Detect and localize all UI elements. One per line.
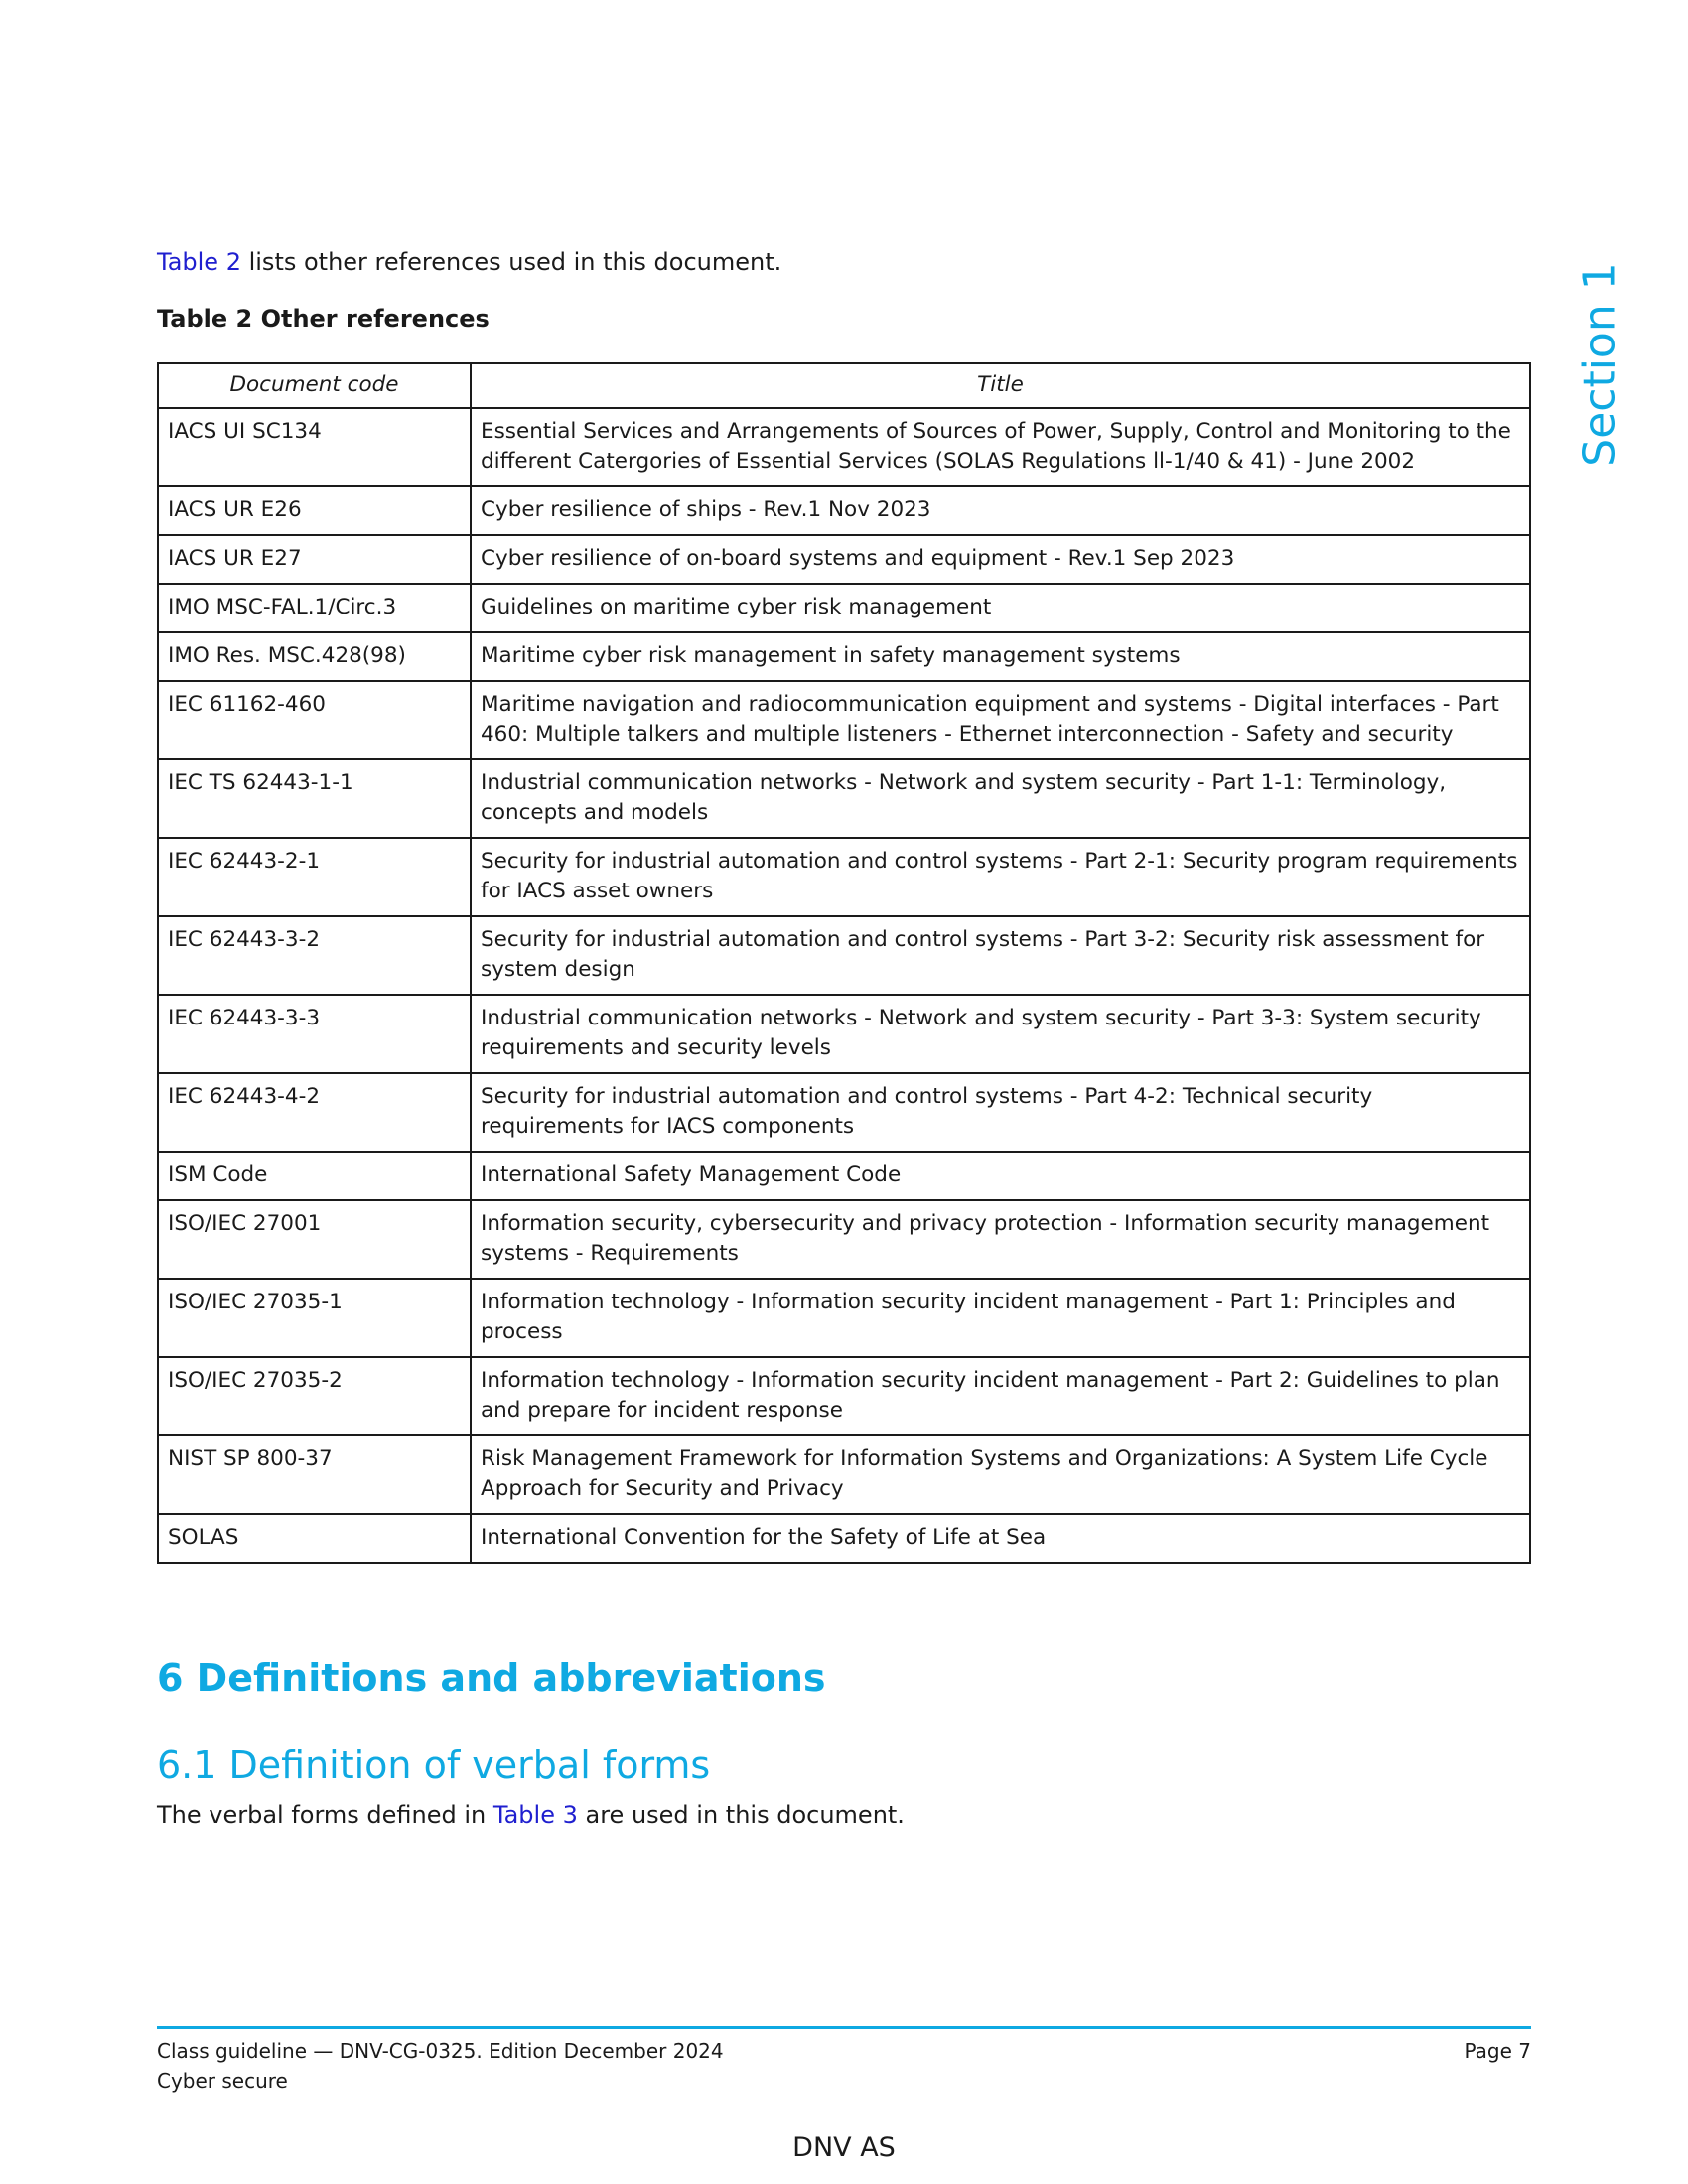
title-cell: Essential Services and Arrangements of Sources of Power, Supply, Control and Monitoring to the different Catergories of Essential Services (SOLAS Regulations ll-1/40 & 41) - June 2002	[471, 408, 1530, 486]
table-row	[158, 535, 1530, 584]
table-row	[158, 1279, 1530, 1357]
table-row	[158, 1073, 1530, 1152]
title-cell: Industrial communication networks - Network and system security - Part 1-1: Terminology, concepts and models	[471, 759, 1530, 838]
table-caption: Table 2 Other references	[157, 305, 490, 333]
intro-paragraph	[157, 246, 781, 278]
table-row	[158, 1435, 1530, 1514]
table-row	[158, 486, 1530, 535]
table-2-link[interactable]: Table 2	[157, 248, 241, 276]
table-row	[158, 916, 1530, 995]
title-cell: Cyber resilience of on-board systems and equipment - Rev.1 Sep 2023	[471, 535, 1530, 584]
table-row	[158, 1514, 1530, 1563]
footer-document-info	[157, 2036, 724, 2096]
document-code-cell: IMO MSC-FAL.1/Circ.3	[158, 584, 471, 632]
title-cell: Security for industrial automation and control systems - Part 4-2: Technical security requirements for IACS components	[471, 1073, 1530, 1152]
footer-divider	[157, 2026, 1531, 2029]
document-code-cell: IACS UR E27	[158, 535, 471, 584]
table-row	[158, 681, 1530, 759]
footer-guideline-title: Class guideline — DNV-CG-0325. Edition December 2024	[157, 2039, 724, 2063]
document-code-cell: ISO/IEC 27035-2	[158, 1357, 471, 1435]
references-table-body	[158, 408, 1530, 1563]
title-cell: Security for industrial automation and control systems - Part 2-1: Security program requirements for IACS asset owners	[471, 838, 1530, 916]
column-header-title: Title	[471, 363, 1530, 408]
table-row	[158, 632, 1530, 681]
document-code-cell: IMO Res. MSC.428(98)	[158, 632, 471, 681]
section-tab-label: Section 1	[1575, 262, 1625, 467]
document-code-cell: NIST SP 800-37	[158, 1435, 471, 1514]
title-cell: Risk Management Framework for Information Systems and Organizations: A System Life Cycle Approach for Security and Privacy	[471, 1435, 1530, 1514]
table-3-link[interactable]: Table 3	[492, 1801, 578, 1829]
table-row	[158, 759, 1530, 838]
document-code-cell: ISM Code	[158, 1152, 471, 1200]
title-cell: Security for industrial automation and control systems - Part 3-2: Security risk assessment for system design	[471, 916, 1530, 995]
title-cell: Industrial communication networks - Network and system security - Part 3-3: System security requirements and security levels	[471, 995, 1530, 1073]
title-cell: Information security, cybersecurity and privacy protection - Information security management systems - Requirements	[471, 1200, 1530, 1279]
table-row	[158, 1152, 1530, 1200]
title-cell: Information technology - Information security incident management - Part 1: Principles and process	[471, 1279, 1530, 1357]
table-row	[158, 408, 1530, 486]
document-code-cell: ISO/IEC 27001	[158, 1200, 471, 1279]
table-row	[158, 995, 1530, 1073]
title-cell: Cyber resilience of ships - Rev.1 Nov 2023	[471, 486, 1530, 535]
title-cell: International Safety Management Code	[471, 1152, 1530, 1200]
table-header-row	[158, 363, 1530, 408]
references-table	[157, 362, 1531, 1564]
document-code-cell: SOLAS	[158, 1514, 471, 1563]
title-cell: Information technology - Information security incident management - Part 2: Guidelines to plan and prepare for incident response	[471, 1357, 1530, 1435]
title-cell: Guidelines on maritime cyber risk management	[471, 584, 1530, 632]
body-text-before: The verbal forms defined in	[157, 1801, 493, 1829]
table-row	[158, 584, 1530, 632]
table-row	[158, 1200, 1530, 1279]
footer-publisher: DNV AS	[792, 2132, 896, 2163]
document-code-cell: IACS UI SC134	[158, 408, 471, 486]
intro-text: lists other references used in this document.	[240, 248, 782, 276]
subsection-heading: 6.1 Definition of verbal forms	[157, 1743, 711, 1787]
table-row	[158, 1357, 1530, 1435]
document-code-cell: IEC 61162-460	[158, 681, 471, 759]
body-text-after: are used in this document.	[577, 1801, 905, 1829]
table-row	[158, 838, 1530, 916]
body-paragraph	[157, 1799, 905, 1831]
column-header-document-code: Document code	[158, 363, 471, 408]
title-cell: Maritime cyber risk management in safety management systems	[471, 632, 1530, 681]
title-cell: Maritime navigation and radiocommunication equipment and systems - Digital interfaces - Part 460: Multiple talkers and multiple listeners - Ethernet interconnection - Safety and security	[471, 681, 1530, 759]
document-code-cell: IACS UR E26	[158, 486, 471, 535]
document-code-cell: ISO/IEC 27035-1	[158, 1279, 471, 1357]
footer-subtitle: Cyber secure	[157, 2069, 288, 2093]
document-code-cell: IEC 62443-3-2	[158, 916, 471, 995]
document-code-cell: IEC TS 62443-1-1	[158, 759, 471, 838]
footer-page-number: Page 7	[1464, 2039, 1531, 2063]
document-code-cell: IEC 62443-3-3	[158, 995, 471, 1073]
section-tab	[1577, 260, 1624, 469]
document-code-cell: IEC 62443-2-1	[158, 838, 471, 916]
document-code-cell: IEC 62443-4-2	[158, 1073, 471, 1152]
section-heading: 6 Definitions and abbreviations	[157, 1656, 826, 1700]
title-cell: International Convention for the Safety of Life at Sea	[471, 1514, 1530, 1563]
